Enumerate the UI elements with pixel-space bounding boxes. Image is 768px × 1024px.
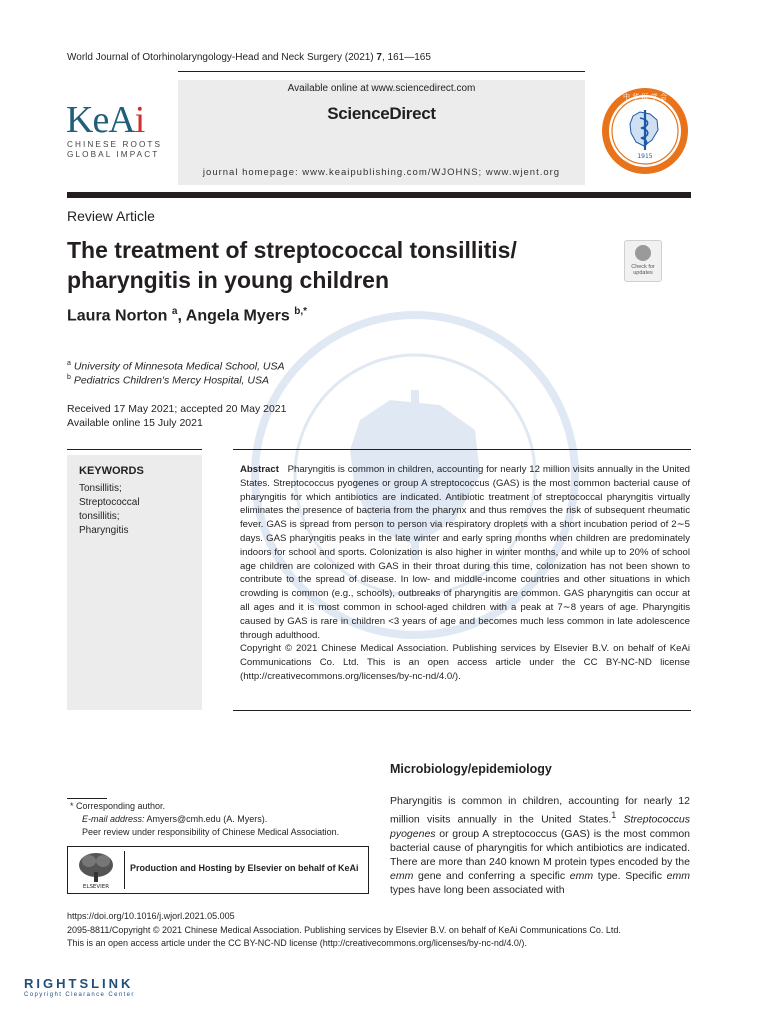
author-affiliation-marker[interactable]: b,* <box>294 306 308 317</box>
keywords-top-rule <box>67 449 202 450</box>
keyword-item: Pharyngitis <box>79 525 129 536</box>
check-updates-label: Check for updates <box>631 264 655 276</box>
elsevier-divider <box>124 851 125 889</box>
author-affiliation-marker[interactable]: a <box>171 306 178 317</box>
section-heading: Microbiology/epidemiology <box>390 762 552 776</box>
abstract-label: Abstract <box>240 464 279 475</box>
elsevier-tree-logo-icon[interactable] <box>74 850 118 890</box>
email-note <box>82 814 267 824</box>
keai-tagline-2: GLOBAL IMPACT <box>67 150 160 159</box>
svg-text:中 华 医 学 会: 中 华 医 学 会 <box>623 93 667 101</box>
available-online-text[interactable]: Available online at www.sciencedirect.com <box>287 83 476 94</box>
body-text-segment: type. Specific <box>593 869 667 882</box>
article-title <box>67 235 607 295</box>
elsevier-hosting-text: Production and Hosting by Elsevier on behalf of KeAi <box>130 863 359 873</box>
body-text-segment: gene and conferring a specific <box>413 869 570 882</box>
check-for-updates-button[interactable] <box>624 240 662 282</box>
body-text-segment: emm <box>390 869 414 882</box>
doi-link[interactable]: https://doi.org/10.1016/j.wjorl.2021.05.005 <box>67 911 235 921</box>
keai-wordmark: KeAi <box>66 99 145 141</box>
header-thick-rule <box>67 192 691 198</box>
keyword-item: tonsillitis; <box>79 511 120 522</box>
corresponding-author-note: * Corresponding author. <box>70 801 166 811</box>
author-name[interactable]: Angela Myers <box>185 307 290 325</box>
body-text-segment: emm <box>666 869 690 882</box>
license-line: This is an open access article under the CC BY-NC-ND license (http://creativecommons.org/licenses/by-nc-nd/4.0/). <box>67 938 527 948</box>
rightslink-logo[interactable] <box>24 976 135 998</box>
chinese-medical-association-seal-icon[interactable] <box>600 86 690 176</box>
affiliation-b: $^b$ Pediatrics Children's Mercy Hospital, USA <box>67 374 269 387</box>
body-text-segment: Pharyngitis is common in children, accounting for nearly 12 million visits annually in the United States. <box>390 795 690 826</box>
keai-logo[interactable] <box>66 100 166 160</box>
check-updates-icon <box>635 245 651 261</box>
received-accepted-dates: Received 17 May 2021; accepted 20 May 2021 <box>67 403 287 415</box>
author-name[interactable]: Laura Norton <box>67 307 168 325</box>
body-text-segment: emm <box>569 869 594 882</box>
keyword-item: Tonsillitis; <box>79 483 122 494</box>
svg-text:1915: 1915 <box>637 153 653 160</box>
available-online-date: Available online 15 July 2021 <box>67 417 203 429</box>
keai-tagline-1: CHINESE ROOTS <box>67 140 163 149</box>
sciencedirect-logo[interactable]: ScienceDirect <box>327 104 436 123</box>
article-type: Review Article <box>67 208 155 224</box>
elsevier-hosting-box <box>67 846 369 894</box>
footnote-rule <box>67 798 107 799</box>
abstract-bottom-rule <box>233 710 691 711</box>
keywords-heading: KEYWORDS <box>79 465 144 477</box>
abstract-paragraph <box>240 463 690 642</box>
article-title-line-1: The treatment of streptococcal tonsillitis/ <box>67 237 517 263</box>
keywords-box <box>67 455 202 710</box>
journal-header-box <box>178 80 585 185</box>
keyword-item: Streptococcal <box>79 497 140 508</box>
section-body-text <box>390 794 690 897</box>
header-top-rule <box>178 71 585 72</box>
rightslink-subtitle: Copyright Clearance Center <box>24 992 135 998</box>
body-text-segment: types have long been associated with <box>390 883 565 896</box>
email-label: E-mail address: <box>82 814 145 824</box>
body-text-segment: or group A streptococcus (GAS) is the most common bacterial cause of pharyngitis for which antibiotics are indicated. There are more than 240 known M protein types encoded by the <box>390 827 690 868</box>
rightslink-wordmark: RIGHTSLINK <box>24 976 134 991</box>
affiliation-a: $^a$ University of Minnesota Medical School, USA <box>67 360 285 373</box>
issn-copyright-line: 2095-8811/Copyright © 2021 Chinese Medical Association. Publishing services by Elsevier B.V. on behalf of KeAi Communications Co. Ltd. <box>67 925 621 935</box>
journal-homepage-link[interactable]: journal homepage: www.keaipublishing.com/WJOHNS; www.wjent.org <box>202 167 561 178</box>
abstract-text: Pharyngitis is common in children, accounting for nearly 12 million visits annually in the United States. Streptococcus pyogenes or group A streptococcus (GAS) is the most common bacterial cause of pharyngitis for which antibiotics are indicated. Antibiotic treatment of streptococcal pharyngitis virtually eliminates the presence of bacteria from the pharynx and thus removes the risk of subsequent rheumatic fever. GAS is spread from person to person via respiratory droplets with a short incubation period of 2∼5 days. GAS pharyngitis peaks in the late winter and early spring months when children are predominately indoors for school and sports. Colonization is also higher in winter months, and while up to 20% of school age children are colonized with GAS in their throat during this time, colonization has not been shown to contribute to the spread of disease. In low- and middle-income countries and other situations in which crowding is common (e.g., schools), outbreaks of pharyngitis are common. GAS pharyngitis can occur at all ages and it is most common in school-aged children with a peak at 7∼8 years of age. Pharyngitis caused by GAS is rare in children <3 years of age and becomes much less common in late adolescence through adulthood. <box>240 464 691 641</box>
abstract <box>240 463 690 684</box>
elsevier-logo-text: ELSEVIER <box>82 884 110 890</box>
peer-review-note: Peer review under responsibility of Chinese Medical Association. <box>82 827 340 837</box>
abstract-copyright: Copyright © 2021 Chinese Medical Association. Publishing services by Elsevier B.V. on behalf of KeAi Communications Co. Ltd. This is an open access article under the CC BY-NC-ND license (http://creativecommons.org/licenses/by-nc-nd/4.0/). <box>240 643 690 682</box>
journal-citation-line: World Journal of Otorhinolaryngology-Head and Neck Surgery (2021) 7, 161—165 <box>67 52 431 63</box>
abstract-top-rule <box>233 449 691 450</box>
body-text-segment: Streptococcus pyogenes <box>390 813 691 840</box>
article-title-line-2: pharyngitis in young children <box>67 267 390 293</box>
author-list: Laura Norton $^a$, Angela Myers $^{b,*}$ <box>67 306 308 325</box>
email-link[interactable]: Amyers@cmh.edu (A. Myers). <box>144 814 268 824</box>
reference-citation[interactable]: 1 <box>611 810 617 820</box>
